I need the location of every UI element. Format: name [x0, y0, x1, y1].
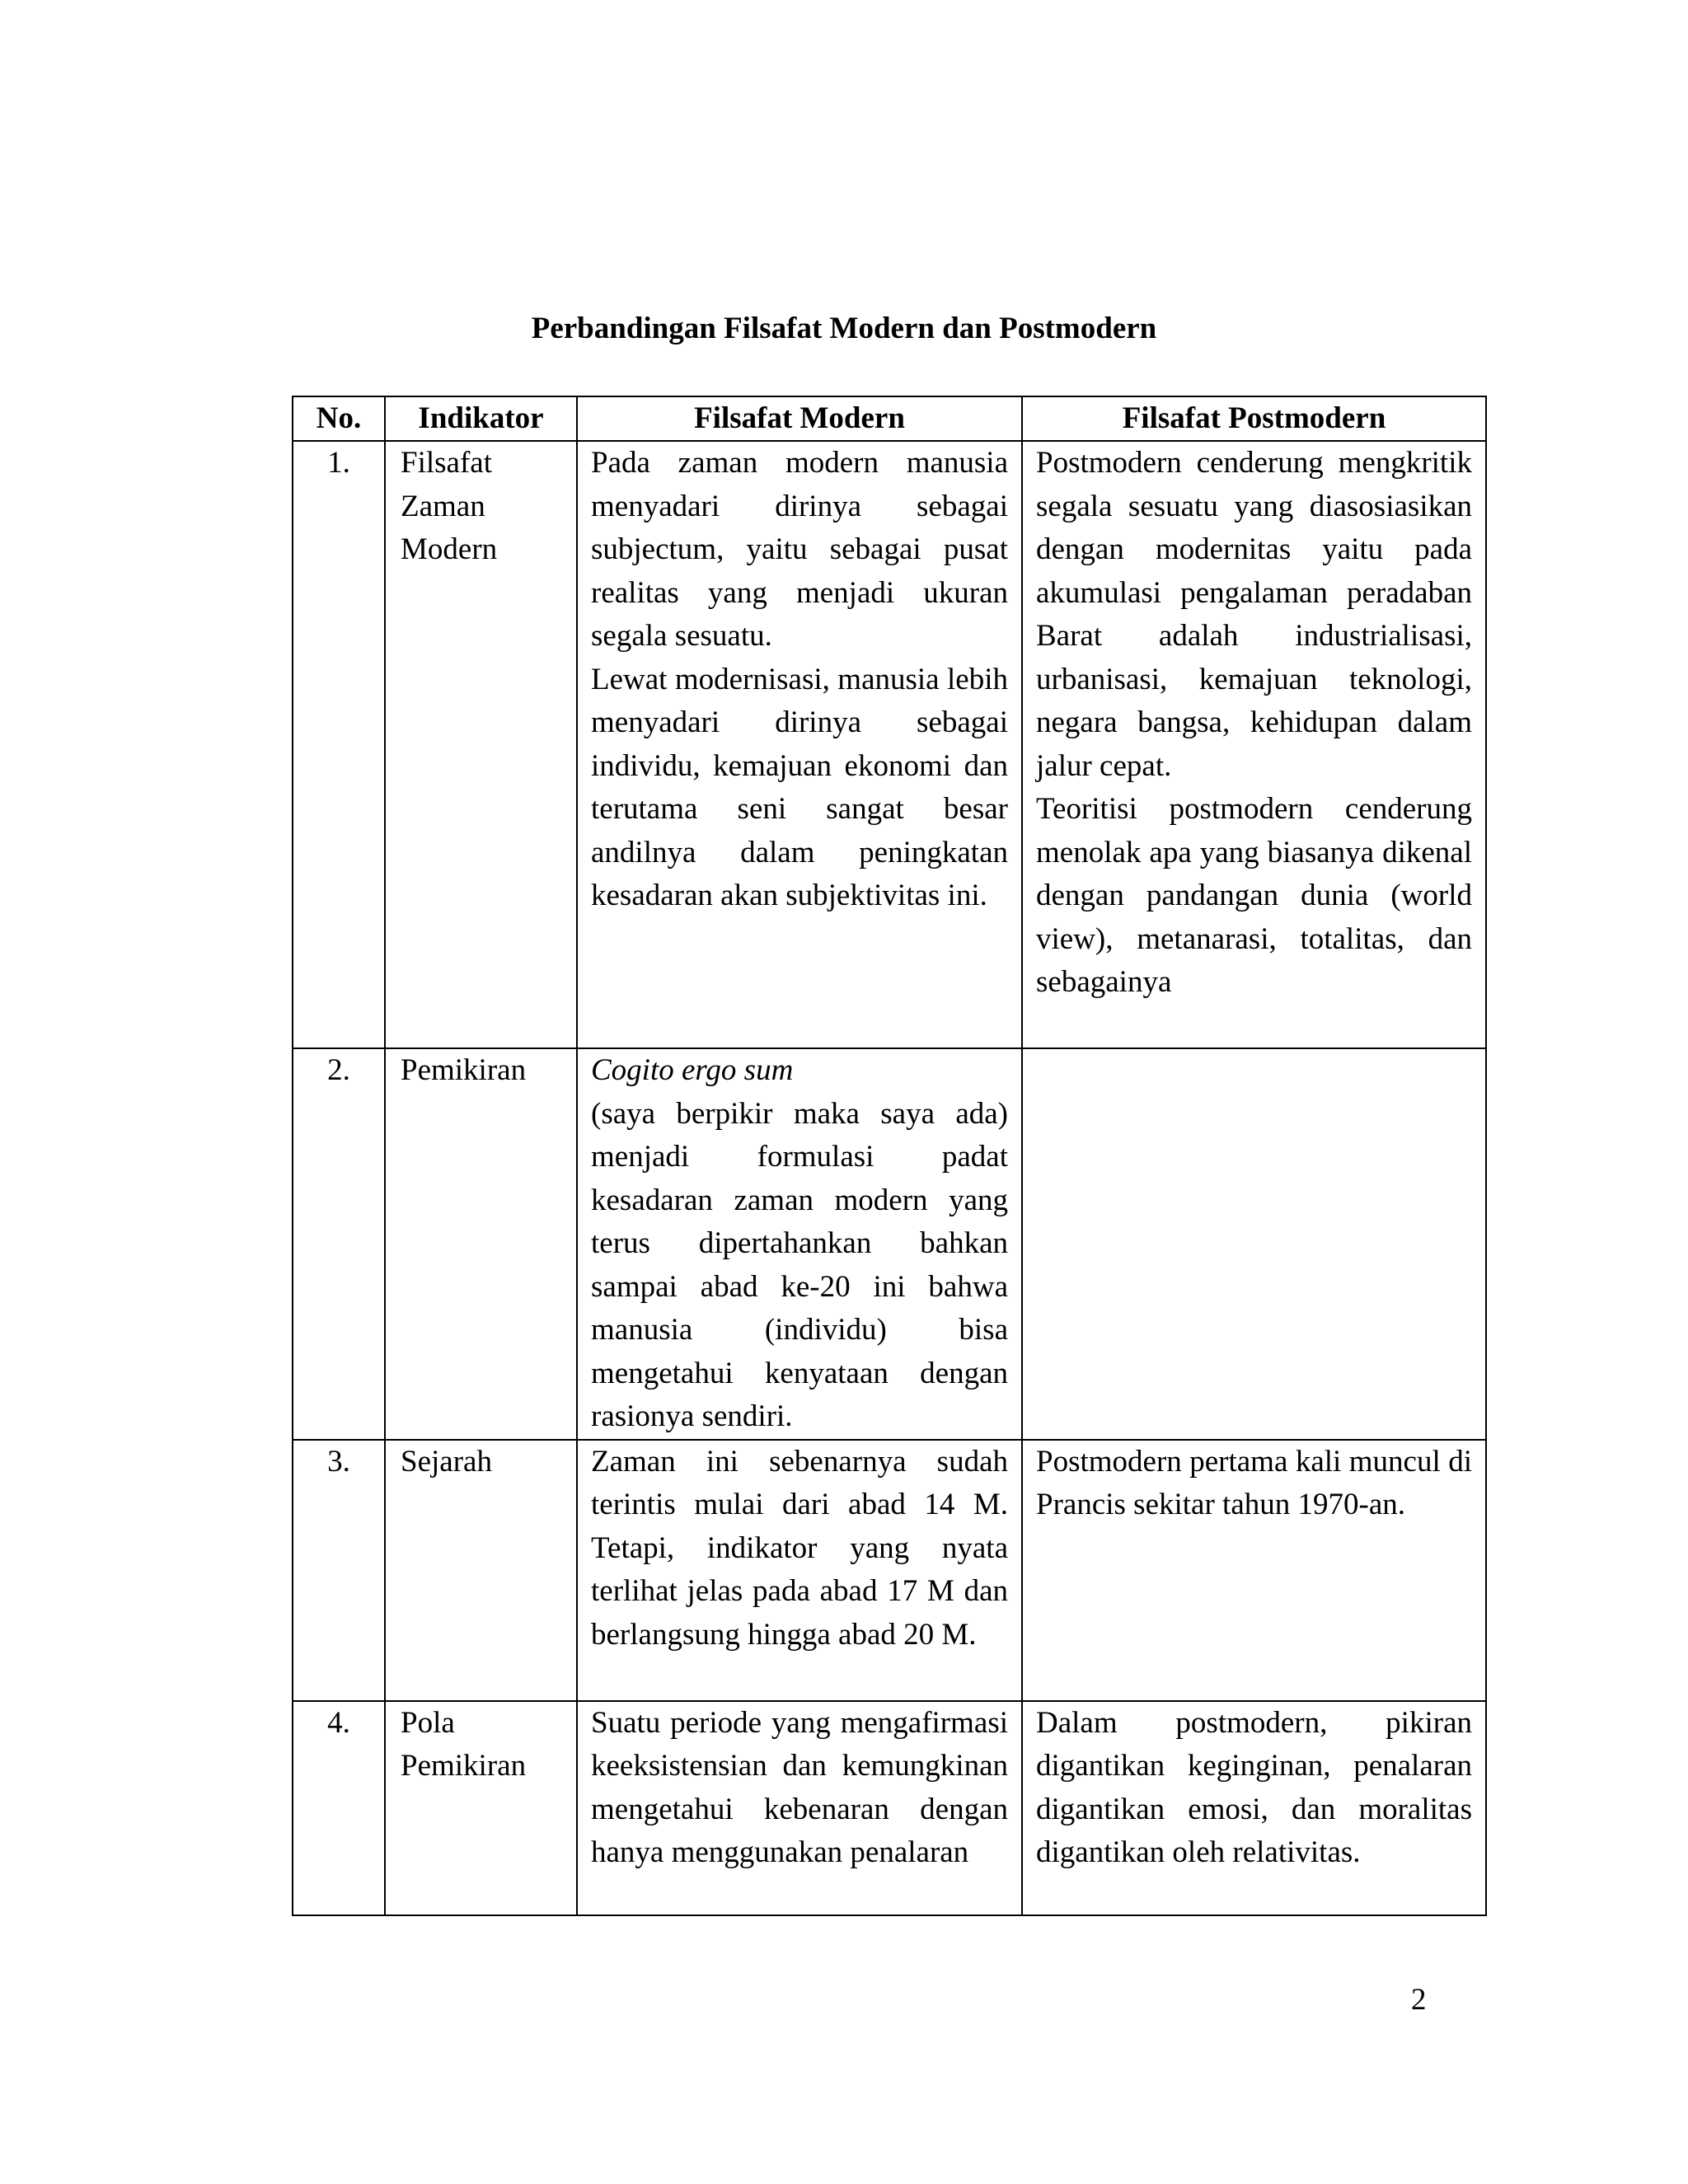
table-row: [293, 1701, 1486, 1915]
postmodern-cell: [1022, 1701, 1486, 1915]
header-indikator: Indikator: [385, 396, 577, 441]
table-row: [293, 1048, 1486, 1440]
modern-paragraph: Lewat modernisasi, manusia lebih menyadari dirinya sebagai individu, kemajuan ekonomi dan terutama seni sangat besar andilnya dalam peningkatan kesadaran akan subjektivitas ini.: [591, 662, 1008, 912]
row-indikator: Filsafat Zaman Modern: [385, 441, 577, 1048]
row-indikator: Pola Pemikiran: [385, 1701, 577, 1915]
modern-cell: [577, 1701, 1022, 1915]
row-indikator: Sejarah: [385, 1440, 577, 1701]
table-row: [293, 1440, 1486, 1701]
header-filsafat-modern: Filsafat Modern: [577, 396, 1022, 441]
row-indikator: Pemikiran: [385, 1048, 577, 1440]
row-number: 3.: [293, 1440, 385, 1701]
header-no: No.: [293, 396, 385, 441]
modern-paragraph: Suatu periode yang mengafirmasi keeksistensian dan kemungkinan mengetahui kebenaran dengan hanya menggunakan penalaran: [591, 1705, 1008, 1869]
page-number: 2: [1411, 1983, 1427, 2017]
modern-italic-phrase: Cogito ergo sum: [591, 1053, 794, 1087]
modern-paragraph: Pada zaman modern manusia menyadari dirinya sebagai subjectum, yaitu sebagai pusat realitas yang menjadi ukuran segala sesuatu.: [591, 446, 1008, 653]
postmodern-cell: [1022, 1440, 1486, 1701]
postmodern-paragraph: Teoritisi postmodern cenderung menolak apa yang biasanya dikenal dengan pandangan dunia (world view), metanarasi, totalitas, dan sebagainya: [1036, 792, 1472, 999]
postmodern-paragraph: Dalam postmodern, pikiran digantikan keginginan, penalaran digantikan emosi, dan moralitas digantikan oleh relativitas.: [1036, 1705, 1472, 1869]
modern-cell: [577, 1048, 1022, 1440]
modern-paragraph: (saya berpikir maka saya ada) menjadi formulasi padat kesadaran zaman modern yang terus dipertahankan bahkan sampai abad ke-20 ini bahwa manusia (individu) bisa mengetahui kenyataan dengan rasionya sendiri.: [591, 1096, 1008, 1433]
table-row: [293, 441, 1486, 1048]
header-filsafat-postmodern: Filsafat Postmodern: [1022, 396, 1486, 441]
modern-cell: [577, 441, 1022, 1048]
postmodern-paragraph: Postmodern cenderung mengkritik segala sesuatu yang diasosiasikan dengan modernitas yaitu pada akumulasi pengalaman peradaban Barat adalah industrialisasi, urbanisasi, kemajuan teknologi, negara bangsa, kehidupan dalam jalur cepat.: [1036, 446, 1472, 783]
postmodern-cell-empty: [1022, 1048, 1486, 1440]
table-header-row: [293, 396, 1486, 441]
modern-cell: [577, 1440, 1022, 1701]
row-number: 1.: [293, 441, 385, 1048]
comparison-table: [292, 396, 1487, 1916]
row-number: 4.: [293, 1701, 385, 1915]
row-number: 2.: [293, 1048, 385, 1440]
postmodern-cell: [1022, 441, 1486, 1048]
page-title: Perbandingan Filsafat Modern dan Postmodern: [531, 312, 1157, 345]
modern-paragraph: Zaman ini sebenarnya sudah terintis mulai dari abad 14 M. Tetapi, indikator yang nyata terlihat jelas pada abad 17 M dan berlangsung hingga abad 20 M.: [591, 1444, 1008, 1652]
postmodern-paragraph: Postmodern pertama kali muncul di Prancis sekitar tahun 1970-an.: [1036, 1444, 1472, 1521]
